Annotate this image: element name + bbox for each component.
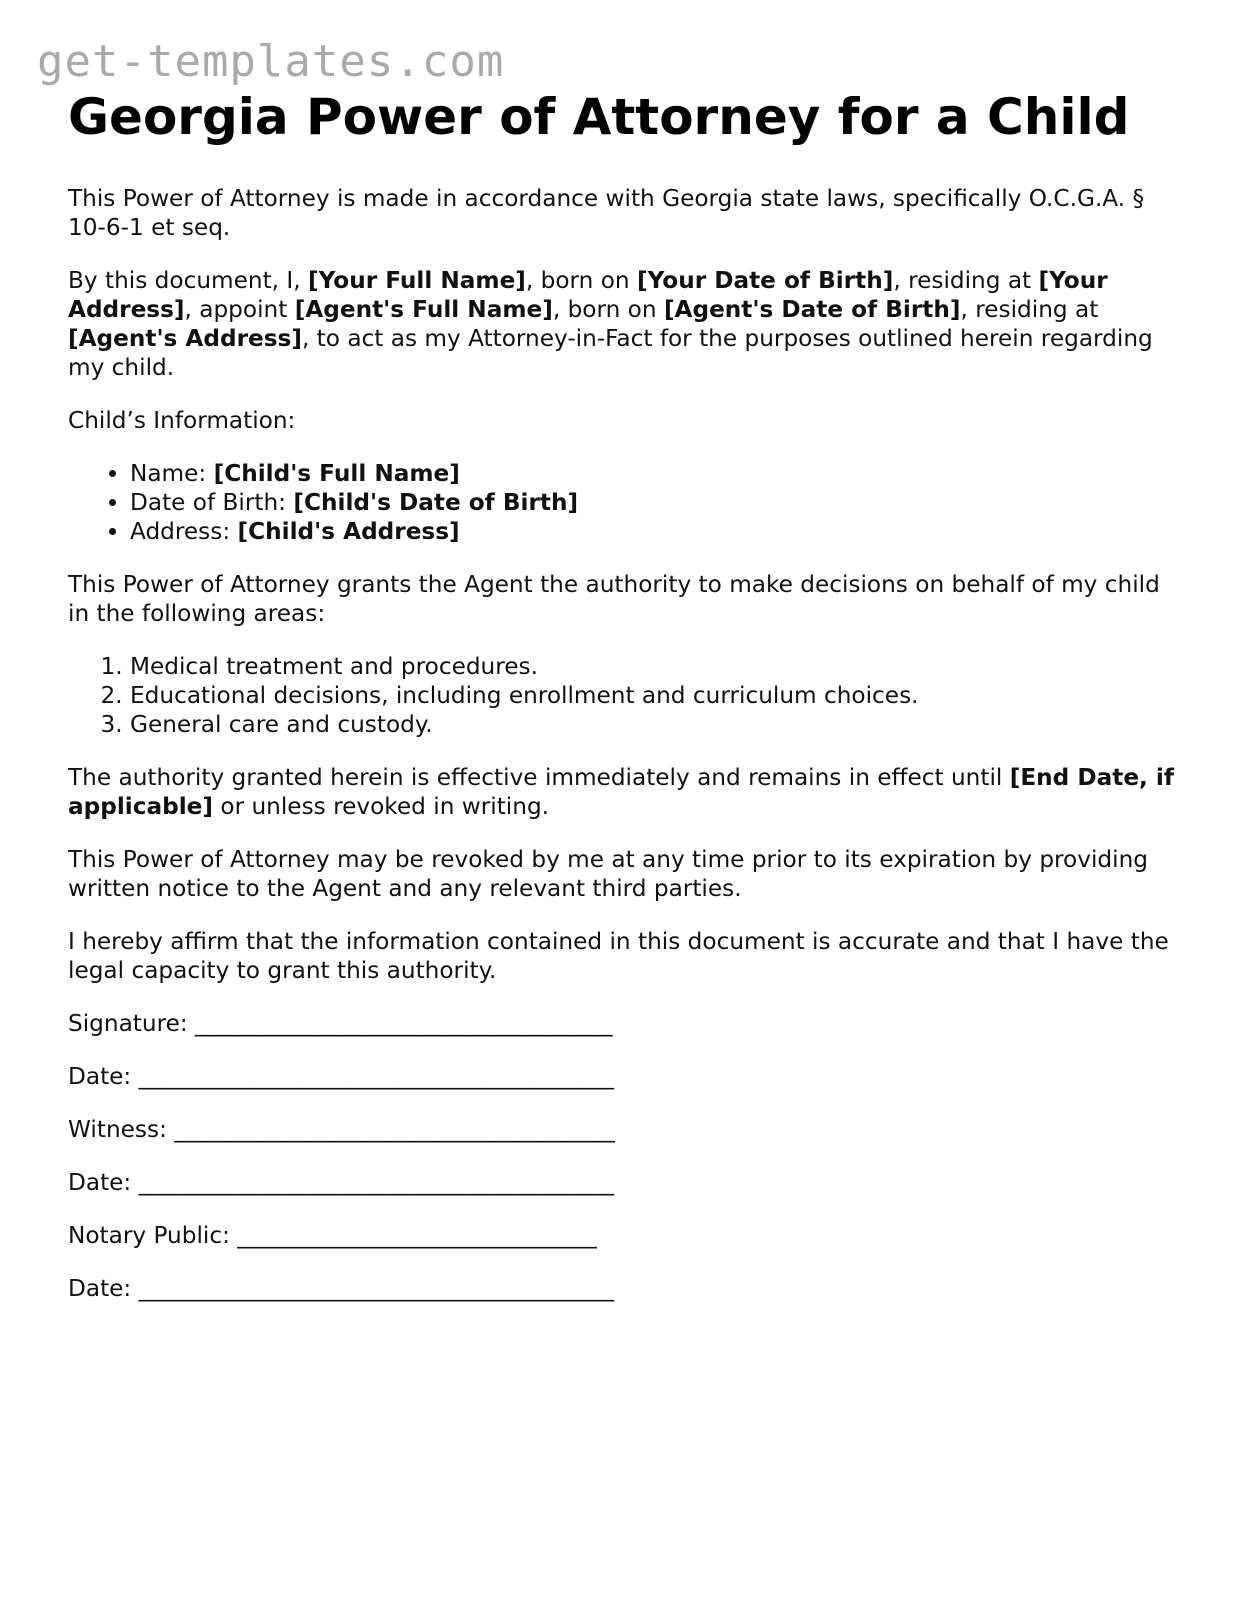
document-title: Georgia Power of Attorney for a Child — [68, 88, 1130, 146]
appointment-text: , residing at — [960, 296, 1099, 323]
your-address-placeholder: [Your Address] — [68, 267, 1108, 323]
document-page — [68, 84, 1188, 1327]
authority-areas-list — [68, 652, 1188, 739]
child-name-label: Name: — [130, 460, 214, 487]
grant-paragraph: This Power of Attorney grants the Agent the authority to make decisions on behalf of my child in the following areas: — [68, 571, 1160, 627]
child-address-placeholder: [Child's Address] — [237, 518, 460, 545]
end-date-placeholder: [End Date, if applicable] — [68, 764, 1174, 820]
effective-text: or unless revoked in writing. — [213, 793, 550, 820]
child-dob-placeholder: [Child's Date of Birth] — [293, 489, 579, 516]
appointment-text: , residing at — [893, 267, 1039, 294]
appointment-text: , appoint — [184, 296, 295, 323]
list-item: 1. Medical treatment and procedures. — [130, 652, 1188, 681]
list-item: 3. General care and custody. — [130, 710, 1188, 739]
notary-date-line: Date: _________________________________________ — [68, 1275, 614, 1302]
list-item — [130, 517, 1188, 546]
child-info-heading: Child’s Information: — [68, 407, 296, 434]
revocation-paragraph: This Power of Attorney may be revoked by me at any time prior to its expiration by providing written notice to the Agent and any relevant third parties. — [68, 846, 1148, 902]
your-full-name-placeholder: [Your Full Name] — [308, 267, 526, 294]
witness-date-line: Date: _________________________________________ — [68, 1169, 614, 1196]
child-info-list — [68, 459, 1188, 546]
child-address-label: Address: — [130, 518, 238, 545]
appointment-text: , to act as my Attorney-in-Fact for the purposes outlined herein regarding my child. — [68, 325, 1153, 381]
signature-line: Signature: ____________________________________ — [68, 1010, 613, 1037]
effective-paragraph — [68, 763, 1188, 821]
agent-full-name-placeholder: [Agent's Full Name] — [294, 296, 553, 323]
list-item: 2. Educational decisions, including enrollment and curriculum choices. — [130, 681, 1188, 710]
child-dob-label: Date of Birth: — [130, 489, 294, 516]
child-name-placeholder: [Child's Full Name] — [213, 460, 460, 487]
appointment-paragraph — [68, 266, 1188, 382]
witness-line: Witness: ______________________________________ — [68, 1116, 615, 1143]
effective-text: The authority granted herein is effective immediately and remains in effect until — [68, 764, 1010, 791]
notary-public-line: Notary Public: _______________________________ — [68, 1222, 597, 1249]
agent-address-placeholder: [Agent's Address] — [68, 325, 302, 352]
affirmation-paragraph: I hereby affirm that the information contained in this document is accurate and that I have the legal capacity to grant this authority. — [68, 928, 1169, 984]
intro-paragraph: This Power of Attorney is made in accordance with Georgia state laws, specifically O.C.G.A. § 10-6-1 et seq. — [68, 185, 1145, 241]
agent-date-of-birth-placeholder: [Agent's Date of Birth] — [663, 296, 961, 323]
list-item — [130, 488, 1188, 517]
your-date-of-birth-placeholder: [Your Date of Birth] — [637, 267, 894, 294]
signature-date-line: Date: _________________________________________ — [68, 1063, 614, 1090]
watermark: get-templates.com — [37, 36, 505, 87]
appointment-text: , born on — [552, 296, 664, 323]
appointment-text: By this document, I, — [68, 267, 308, 294]
list-item — [130, 459, 1188, 488]
appointment-text: , born on — [525, 267, 637, 294]
